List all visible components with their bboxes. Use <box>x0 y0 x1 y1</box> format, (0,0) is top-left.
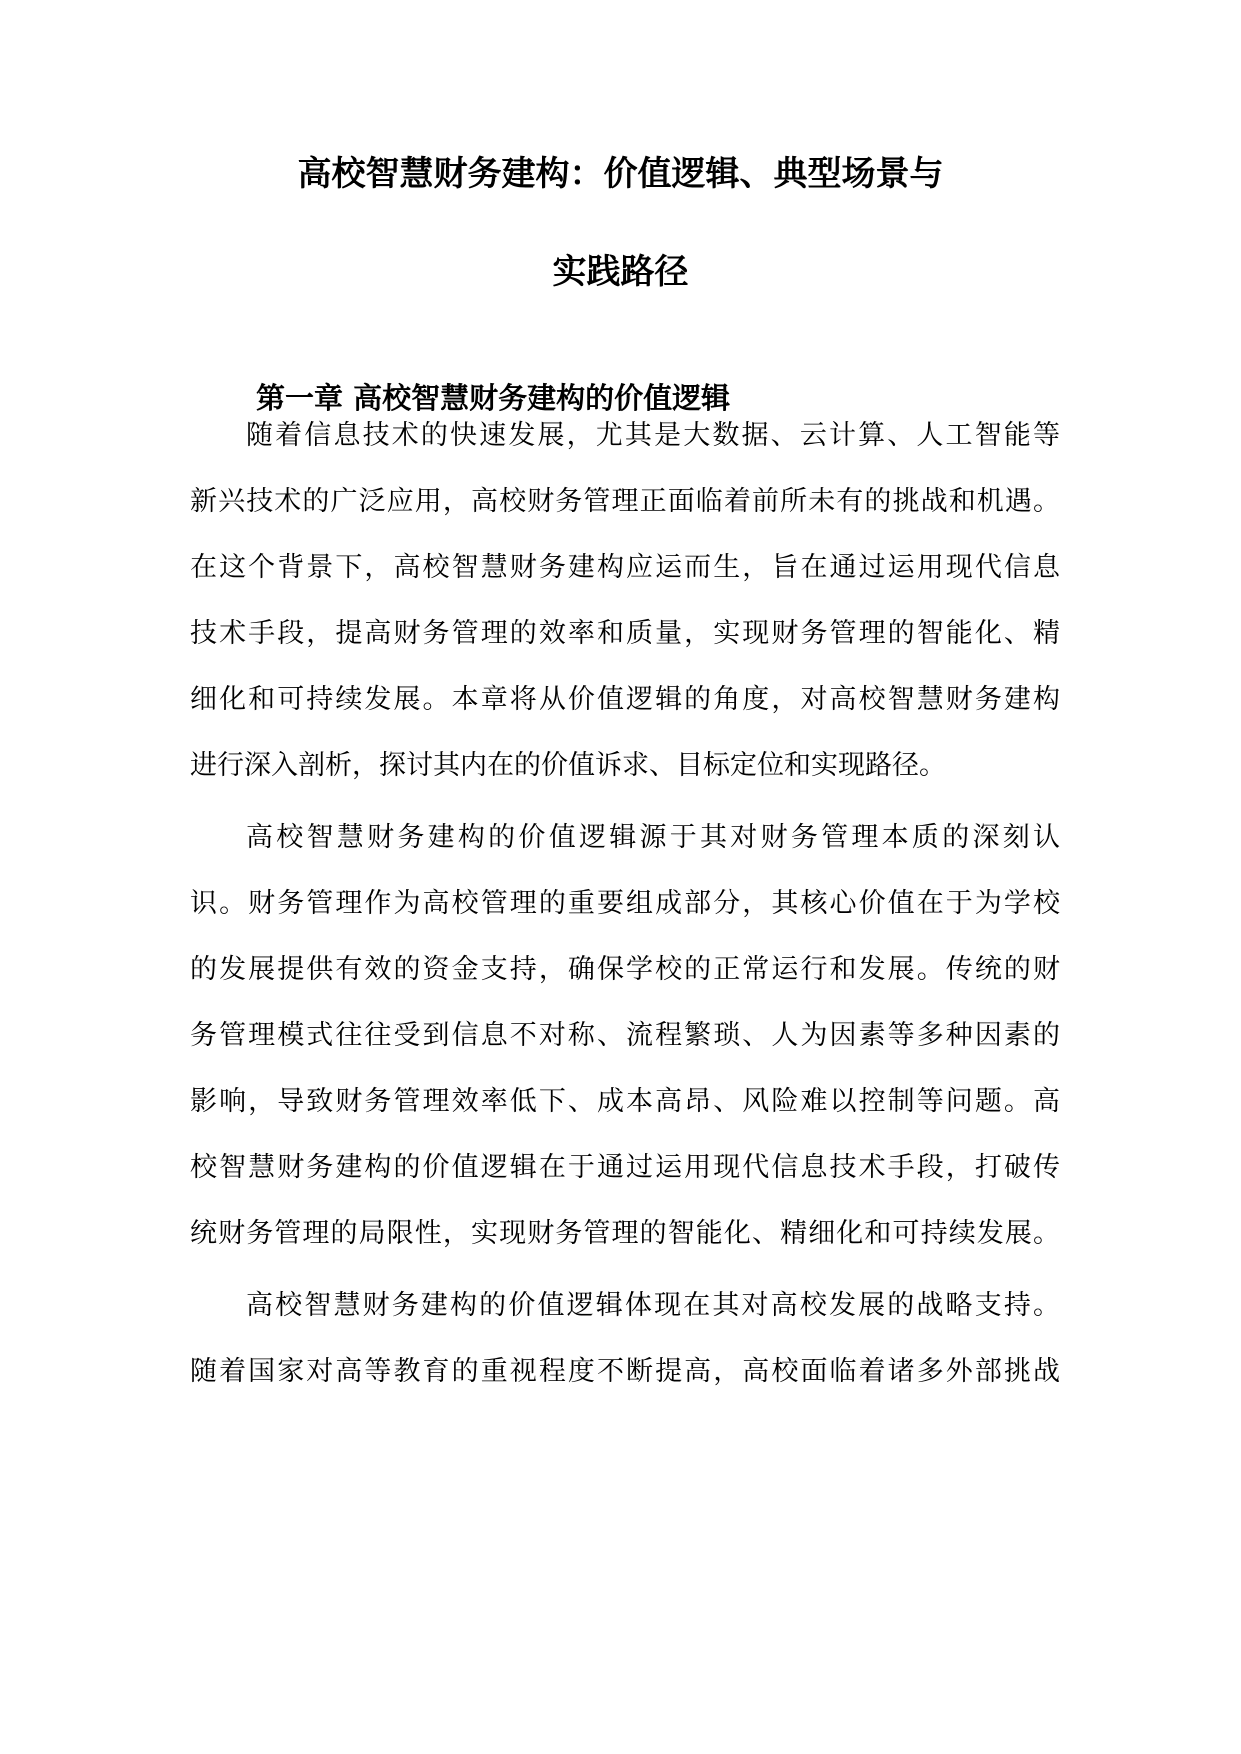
paragraph-2-line-2: 识。财务管理作为高校管理的重要组成部分，其核心价值在于为学校 <box>190 888 1060 919</box>
paragraph-1-line-3: 在这个背景下，高校智慧财务建构应运而生，旨在通过运用现代信息 <box>190 552 1060 583</box>
document-title-line-2: 实践路径 <box>552 252 689 292</box>
paragraph-2-line-1: 高校智慧财务建构的价值逻辑源于其对财务管理本质的深刻认 <box>246 822 1060 853</box>
chapter-heading: 第一章 高校智慧财务建构的价值逻辑 <box>256 381 731 415</box>
paragraph-2-line-3: 的发展提供有效的资金支持，确保学校的正常运行和发展。传统的财 <box>190 954 1060 985</box>
paragraph-3-line-2: 随着国家对高等教育的重视程度不断提高，高校面临着诸多外部挑战 <box>190 1356 1060 1387</box>
paragraph-2-line-5: 影响，导致财务管理效率低下、成本高昂、风险难以控制等问题。高 <box>190 1086 1060 1117</box>
document-title-line-1: 高校智慧财务建构：价值逻辑、典型场景与 <box>297 154 944 194</box>
paragraph-2-line-6: 校智慧财务建构的价值逻辑在于通过运用现代信息技术手段，打破传 <box>190 1152 1060 1183</box>
paragraph-1-line-6: 进行深入剖析，探讨其内在的价值诉求、目标定位和实现路径。 <box>190 750 946 781</box>
paragraph-1-line-2: 新兴技术的广泛应用，高校财务管理正面临着前所未有的挑战和机遇。 <box>190 486 1060 517</box>
paragraph-1-line-4: 技术手段，提高财务管理的效率和质量，实现财务管理的智能化、精 <box>190 618 1060 649</box>
paragraph-2-line-4: 务管理模式往往受到信息不对称、流程繁琐、人为因素等多种因素的 <box>190 1020 1060 1051</box>
paragraph-3-line-1: 高校智慧财务建构的价值逻辑体现在其对高校发展的战略支持。 <box>246 1290 1060 1321</box>
paragraph-1-line-5: 细化和可持续发展。本章将从价值逻辑的角度，对高校智慧财务建构 <box>190 684 1060 715</box>
paragraph-2-line-7: 统财务管理的局限性，实现财务管理的智能化、精细化和可持续发展。 <box>190 1218 1060 1249</box>
paragraph-1-line-1: 随着信息技术的快速发展，尤其是大数据、云计算、人工智能等 <box>246 420 1060 451</box>
